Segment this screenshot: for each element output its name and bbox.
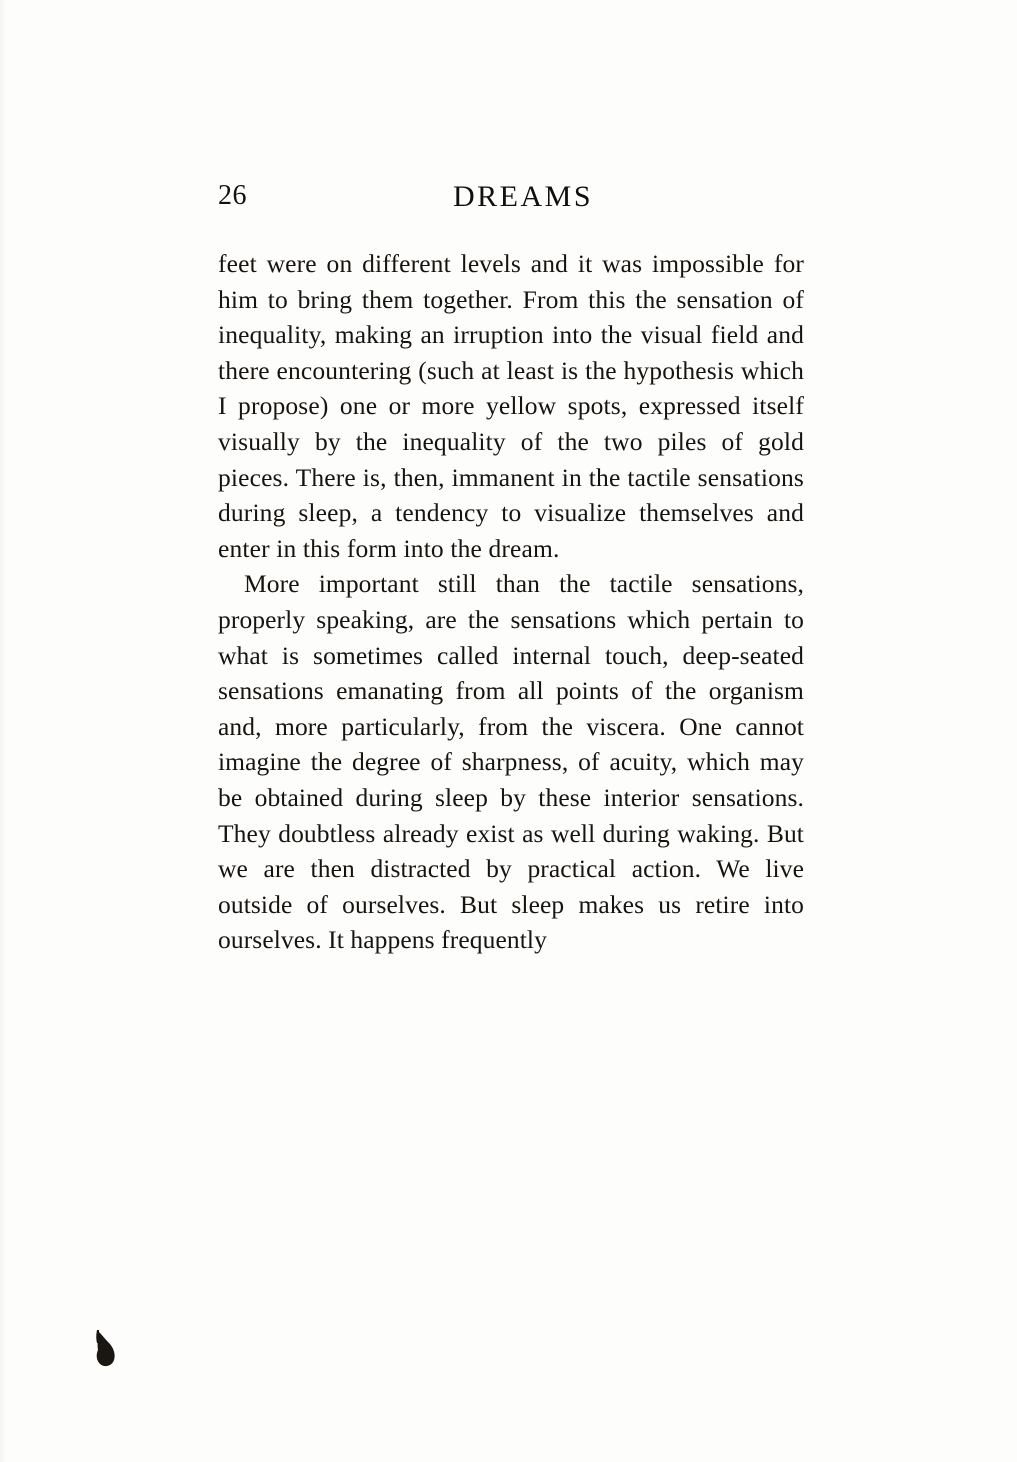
paragraph: More important still than the tactile sensations, properly speaking, are the sensations which pertain to what is sometimes called internal touch, deep-seated sensations emanating from all points of the organism and, more particularly, from the viscera. One cannot imagine the degree of sharpness, of acuity, which may be obtained during sleep by these interior sensations. They doubtless already exist as well during waking. But we are then distracted by practical action. We live outside of ourselves. But sleep makes us retire into ourselves. It happens frequently bbox=[218, 569, 804, 955]
page-body bbox=[218, 246, 804, 958]
paragraph: feet were on different levels and it was impossible for him to bring them together. From this the sensation of inequality, making an irruption into the visual field and there encountering (such at least is the hypothesis which I propose) one or more yellow spots, expressed itself visually by the inequality of the two piles of gold pieces. There is, then, immanent in the tactile sensations during sleep, a tendency to visualize themselves and enter in this form into the dream. bbox=[218, 249, 804, 563]
page-number: 26 bbox=[218, 180, 247, 211]
page-header bbox=[218, 180, 804, 220]
scan-edge-shadow bbox=[0, 0, 6, 1462]
scan-thumb-icon bbox=[93, 1330, 119, 1372]
running-title: DREAMS bbox=[452, 180, 594, 213]
